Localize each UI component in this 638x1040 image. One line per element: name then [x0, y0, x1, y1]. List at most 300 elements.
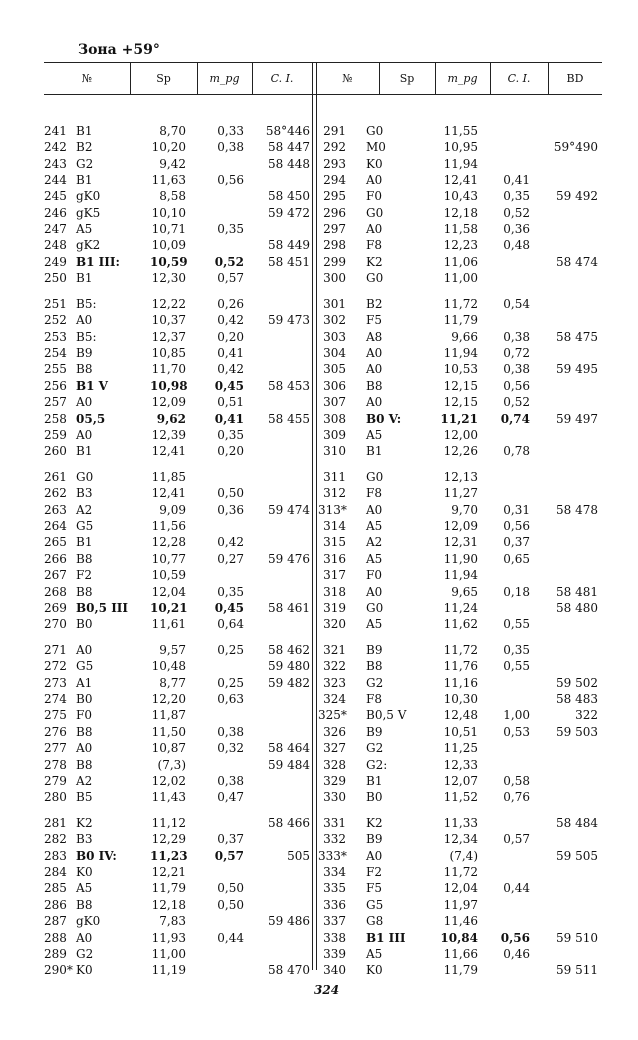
- left-magnitude: (7,3): [157, 757, 186, 772]
- right-spectral-class: G0: [366, 600, 384, 615]
- right-star-number: 291: [323, 124, 346, 138]
- left-magnitude: 12,22: [151, 297, 186, 311]
- right-star-number: 300: [323, 271, 346, 286]
- right-bd-number: 59 511: [556, 963, 598, 978]
- right-spectral-class: F0: [366, 568, 382, 583]
- right-magnitude: 12,07: [443, 773, 478, 788]
- left-spectral-class: A2: [76, 502, 93, 517]
- left-star-number: 286: [44, 897, 67, 912]
- left-star-number: 243: [44, 156, 67, 171]
- left-magnitude: 10,87: [151, 741, 186, 756]
- right-bd-number: 59 505: [556, 848, 598, 863]
- left-bd-number: 58°446: [265, 124, 310, 138]
- right-spectral-class: B9: [366, 643, 383, 657]
- right-star-number: 311: [323, 470, 346, 484]
- right-color-index: 0,53: [503, 724, 530, 739]
- left-color-index: 0,37: [217, 832, 244, 847]
- right-color-index: 0,56: [500, 930, 530, 945]
- left-magnitude: 12,30: [151, 271, 186, 286]
- left-spectral-class: gK0: [76, 189, 101, 204]
- left-star-number: 277: [44, 741, 67, 756]
- left-bd-number: 58 466: [268, 816, 310, 830]
- right-magnitude: 11,21: [440, 411, 478, 426]
- left-spectral-class: 05,5: [76, 411, 106, 426]
- left-magnitude: 11,12: [151, 816, 186, 830]
- left-color-index: 0,57: [217, 271, 244, 286]
- left-magnitude: 12,29: [151, 832, 186, 847]
- right-magnitude: 11,72: [443, 643, 478, 657]
- right-magnitude: 11,79: [443, 313, 478, 328]
- right-color-index: 0,74: [500, 411, 530, 426]
- right-magnitude: 12,15: [443, 395, 478, 410]
- left-star-number: 259: [44, 427, 67, 442]
- left-magnitude: 11,43: [151, 790, 186, 805]
- left-magnitude: 7,83: [159, 914, 186, 929]
- left-magnitude: 11,23: [150, 848, 188, 863]
- left-spectral-class: B0: [76, 617, 93, 632]
- right-magnitude: 12,23: [443, 238, 478, 253]
- right-color-index: 0,41: [503, 173, 530, 187]
- left-magnitude: 11,79: [151, 881, 186, 896]
- right-spectral-class: K0: [366, 156, 383, 171]
- left-magnitude: 10,37: [151, 313, 186, 328]
- left-star-number: 288: [44, 930, 67, 945]
- left-magnitude: 8,77: [159, 675, 186, 690]
- left-spectral-class: B0: [76, 692, 93, 707]
- right-star-number: 303: [323, 329, 346, 344]
- header-number: №: [342, 71, 353, 85]
- right-star-number: 334: [323, 865, 346, 880]
- left-spectral-class: G0: [76, 470, 94, 484]
- right-spectral-class: A0: [366, 848, 383, 863]
- right-bd-number: 322: [575, 708, 598, 723]
- header-color-index: C. I.: [270, 71, 294, 85]
- header-bottom-rule: [44, 94, 602, 95]
- left-spectral-class: K2: [76, 816, 93, 830]
- right-star-number: 317: [323, 568, 346, 583]
- left-spectral-class: A0: [76, 395, 93, 410]
- header-bd: BD: [566, 71, 584, 85]
- right-color-index: 0,38: [503, 362, 530, 377]
- right-star-number: 316: [323, 551, 346, 566]
- right-color-index: 0,65: [503, 551, 530, 566]
- left-star-number: 256: [44, 378, 67, 393]
- left-color-index: 0,35: [217, 427, 244, 442]
- left-magnitude: 9,09: [159, 502, 186, 517]
- left-spectral-class: K0: [76, 865, 93, 880]
- left-bd-number: 58 447: [268, 140, 310, 155]
- left-star-number: 257: [44, 395, 67, 410]
- left-color-index: 0,42: [217, 313, 244, 328]
- left-bd-number: 59 486: [268, 914, 310, 929]
- right-star-number: 306: [323, 378, 346, 393]
- right-magnitude: 10,95: [443, 140, 478, 155]
- left-color-index: 0,38: [217, 773, 244, 788]
- left-magnitude: 12,09: [151, 395, 186, 410]
- left-star-number: 276: [44, 724, 67, 739]
- right-spectral-class: G8: [366, 914, 384, 929]
- left-magnitude: 12,37: [151, 329, 186, 344]
- right-magnitude: 11,94: [443, 346, 478, 361]
- right-magnitude: 11,24: [443, 600, 478, 615]
- left-magnitude: 12,28: [151, 535, 186, 550]
- left-magnitude: 11,19: [151, 963, 186, 978]
- left-magnitude: 12,20: [151, 692, 186, 707]
- right-magnitude: 12,00: [443, 427, 478, 442]
- right-spectral-class: G0: [366, 205, 384, 220]
- right-magnitude: 11,72: [443, 865, 478, 880]
- right-magnitude: 10,84: [440, 930, 478, 945]
- left-bd-number: 58 449: [268, 238, 310, 253]
- right-star-number: 313*: [318, 502, 347, 517]
- left-magnitude: 10,10: [151, 205, 186, 220]
- left-bd-number: 58 464: [268, 741, 310, 756]
- right-color-index: 0,52: [503, 205, 530, 220]
- right-magnitude: 9,65: [451, 584, 478, 599]
- left-star-number: 282: [44, 832, 67, 847]
- right-star-number: 340: [323, 963, 346, 978]
- left-magnitude: 11,00: [151, 946, 186, 961]
- right-star-number: 297: [323, 222, 346, 237]
- left-magnitude: 10,85: [151, 346, 186, 361]
- page-number: 324: [314, 983, 340, 997]
- right-star-number: 332: [323, 832, 346, 847]
- left-magnitude: 11,63: [151, 173, 186, 187]
- right-magnitude: 12,33: [443, 757, 478, 772]
- right-color-index: 0,36: [503, 222, 530, 237]
- left-color-index: 0,64: [217, 617, 244, 632]
- left-color-index: 0,50: [217, 486, 244, 501]
- left-spectral-class: gK2: [76, 238, 101, 253]
- left-magnitude: 9,62: [156, 411, 186, 426]
- right-magnitude: 11,94: [443, 568, 478, 583]
- right-star-number: 337: [323, 914, 346, 929]
- right-bd-number: 59 492: [556, 189, 598, 204]
- left-magnitude: 10,71: [151, 222, 186, 237]
- zone-title: Зона +59°: [78, 42, 160, 58]
- right-magnitude: 11,27: [443, 486, 478, 501]
- left-magnitude: 8,58: [159, 189, 186, 204]
- left-color-index: 0,50: [217, 897, 244, 912]
- left-magnitude: 12,18: [151, 897, 186, 912]
- right-color-index: 0,72: [503, 346, 530, 361]
- right-color-index: 0,44: [503, 881, 530, 896]
- left-star-number: 241: [44, 124, 67, 138]
- left-color-index: 0,51: [217, 395, 244, 410]
- right-spectral-class: F5: [366, 881, 382, 896]
- left-magnitude: 11,50: [151, 724, 186, 739]
- left-magnitude: 10,77: [151, 551, 186, 566]
- right-bd-number: 59 502: [556, 675, 598, 690]
- left-star-number: 270: [44, 617, 67, 632]
- left-spectral-class: gK0: [76, 914, 101, 929]
- left-color-index: 0,42: [217, 362, 244, 377]
- right-star-number: 305: [323, 362, 346, 377]
- right-spectral-class: G0: [366, 271, 384, 286]
- left-color-index: 0,52: [214, 254, 244, 269]
- left-star-number: 274: [44, 692, 67, 707]
- left-star-number: 244: [44, 173, 67, 187]
- left-spectral-class: B3: [76, 832, 93, 847]
- left-magnitude: 10,48: [151, 659, 186, 674]
- right-spectral-class: A5: [366, 427, 383, 442]
- right-spectral-class: A0: [366, 222, 383, 237]
- header-number: №: [81, 71, 93, 85]
- right-spectral-class: B1: [366, 773, 383, 788]
- left-star-number: 280: [44, 790, 67, 805]
- right-spectral-class: A2: [366, 535, 383, 550]
- right-color-index: 0,55: [503, 617, 530, 632]
- left-magnitude: 12,41: [151, 444, 186, 459]
- left-magnitude: 10,20: [151, 140, 186, 155]
- right-bd-number: 59 495: [556, 362, 598, 377]
- left-bd-number: 59 476: [268, 551, 310, 566]
- right-spectral-class: F5: [366, 313, 382, 328]
- left-color-index: 0,44: [217, 930, 244, 945]
- right-color-index: 0,31: [503, 502, 530, 517]
- left-spectral-class: G2: [76, 156, 94, 171]
- right-spectral-class: A5: [366, 551, 383, 566]
- left-spectral-class: B1 III:: [76, 254, 120, 269]
- left-color-index: 0,47: [217, 790, 244, 805]
- left-bd-number: 58 453: [268, 378, 310, 393]
- left-star-number: 247: [44, 222, 67, 237]
- right-spectral-class: G0: [366, 470, 384, 484]
- left-bd-number: 59 484: [268, 757, 310, 772]
- right-spectral-class: M0: [366, 140, 386, 155]
- right-spectral-class: B1 III: [366, 930, 406, 945]
- right-bd-number: 58 481: [556, 584, 598, 599]
- left-color-index: 0,41: [217, 346, 244, 361]
- left-bd-number: 59 480: [268, 659, 310, 674]
- left-color-index: 0,35: [217, 222, 244, 237]
- right-star-number: 318: [323, 584, 346, 599]
- left-magnitude: 12,02: [151, 773, 186, 788]
- right-spectral-class: B9: [366, 724, 383, 739]
- right-spectral-class: K0: [366, 963, 383, 978]
- right-bd-number: 59°490: [553, 140, 598, 155]
- left-star-number: 260: [44, 444, 67, 459]
- left-spectral-class: A0: [76, 741, 93, 756]
- right-bd-number: 58 475: [556, 329, 598, 344]
- left-star-number: 268: [44, 584, 67, 599]
- right-spectral-class: F8: [366, 486, 382, 501]
- right-bd-number: 58 478: [556, 502, 598, 517]
- right-spectral-class: A5: [366, 946, 383, 961]
- left-color-index: 0,26: [217, 297, 244, 311]
- right-star-number: 304: [323, 346, 346, 361]
- right-star-number: 326: [323, 724, 346, 739]
- right-star-number: 320: [323, 617, 346, 632]
- right-star-number: 324: [323, 692, 346, 707]
- left-color-index: 0,35: [217, 584, 244, 599]
- right-spectral-class: B0,5 V: [366, 708, 407, 723]
- left-star-number: 287: [44, 914, 67, 929]
- left-star-number: 252: [44, 313, 67, 328]
- right-magnitude: 11,55: [443, 124, 478, 138]
- left-color-index: 0,20: [217, 444, 244, 459]
- right-bd-number: 58 474: [556, 254, 598, 269]
- right-magnitude: 11,16: [443, 675, 478, 690]
- right-spectral-class: G2: [366, 741, 384, 756]
- right-spectral-class: A0: [366, 395, 383, 410]
- left-star-number: 289: [44, 946, 67, 961]
- left-spectral-class: F0: [76, 708, 92, 723]
- left-spectral-class: A0: [76, 313, 93, 328]
- left-star-number: 258: [44, 411, 67, 426]
- left-star-number: 273: [44, 675, 67, 690]
- right-star-number: 329: [323, 773, 346, 788]
- left-bd-number: 58 462: [268, 643, 310, 657]
- right-bd-number: 59 497: [556, 411, 598, 426]
- left-spectral-class: B8: [76, 897, 93, 912]
- right-spectral-class: K2: [366, 816, 383, 830]
- right-color-index: 0,57: [503, 832, 530, 847]
- left-star-number: 254: [44, 346, 67, 361]
- left-star-number: 281: [44, 816, 67, 830]
- right-star-number: 292: [323, 140, 346, 155]
- right-magnitude: 11,72: [443, 297, 478, 311]
- left-magnitude: 11,93: [151, 930, 186, 945]
- right-spectral-class: A0: [366, 502, 383, 517]
- left-spectral-class: B1: [76, 173, 93, 187]
- left-magnitude: 10,09: [151, 238, 186, 253]
- right-bd-number: 58 480: [556, 600, 598, 615]
- left-spectral-class: B0,5 III: [76, 600, 129, 615]
- right-magnitude: 11,33: [443, 816, 478, 830]
- left-star-number: 261: [44, 470, 67, 484]
- right-color-index: 0,37: [503, 535, 530, 550]
- left-magnitude: 9,42: [159, 156, 186, 171]
- left-star-number: 264: [44, 519, 67, 534]
- right-spectral-class: B8: [366, 378, 383, 393]
- right-spectral-class: A0: [366, 584, 383, 599]
- right-star-number: 319: [323, 600, 346, 615]
- left-bd-number: 58 470: [268, 963, 310, 978]
- left-color-index: 0,20: [217, 329, 244, 344]
- left-spectral-class: A2: [76, 773, 93, 788]
- left-color-index: 0,63: [217, 692, 244, 707]
- left-star-number: 278: [44, 757, 67, 772]
- left-star-number: 285: [44, 881, 67, 896]
- right-magnitude: 11,46: [443, 914, 478, 929]
- right-magnitude: 10,43: [443, 189, 478, 204]
- left-spectral-class: B1: [76, 124, 93, 138]
- right-magnitude: 11,06: [443, 254, 478, 269]
- right-star-number: 338: [323, 930, 346, 945]
- left-star-number: 290*: [44, 963, 73, 978]
- right-magnitude: 11,52: [443, 790, 478, 805]
- right-spectral-class: A0: [366, 362, 383, 377]
- right-color-index: 0,54: [503, 297, 530, 311]
- left-magnitude: 11,70: [151, 362, 186, 377]
- left-bd-number: 505: [287, 848, 310, 863]
- right-star-number: 298: [323, 238, 346, 253]
- right-magnitude: 11,62: [443, 617, 478, 632]
- left-magnitude: 8,70: [159, 124, 186, 138]
- right-color-index: 0,56: [503, 378, 530, 393]
- right-spectral-class: A8: [366, 329, 383, 344]
- left-star-number: 267: [44, 568, 67, 583]
- right-star-number: 302: [323, 313, 346, 328]
- right-star-number: 331: [323, 816, 346, 830]
- left-bd-number: 59 473: [268, 313, 310, 328]
- left-spectral-class: F2: [76, 568, 92, 583]
- header-magnitude: m_pg: [209, 71, 240, 85]
- right-magnitude: 12,15: [443, 378, 478, 393]
- right-magnitude: 12,18: [443, 205, 478, 220]
- left-spectral-class: B5: [76, 790, 93, 805]
- left-color-index: 0,50: [217, 881, 244, 896]
- left-spectral-class: B1: [76, 444, 93, 459]
- right-magnitude: 10,30: [443, 692, 478, 707]
- left-spectral-class: B3: [76, 486, 93, 501]
- left-spectral-class: A5: [76, 881, 93, 896]
- left-color-index: 0,38: [217, 724, 244, 739]
- right-magnitude: 11,97: [443, 897, 478, 912]
- left-spectral-class: gK5: [76, 205, 101, 220]
- left-magnitude: 11,87: [151, 708, 186, 723]
- right-color-index: 0,52: [503, 395, 530, 410]
- right-spectral-class: B8: [366, 659, 383, 674]
- left-spectral-class: B8: [76, 757, 93, 772]
- left-star-number: 284: [44, 865, 67, 880]
- left-spectral-class: B1: [76, 271, 93, 286]
- left-magnitude: 10,59: [150, 254, 188, 269]
- left-bd-number: 59 482: [268, 675, 310, 690]
- right-color-index: 0,35: [503, 643, 530, 657]
- right-star-number: 322: [323, 659, 346, 674]
- right-magnitude: 10,53: [443, 362, 478, 377]
- right-star-number: 296: [323, 205, 346, 220]
- left-color-index: 0,32: [217, 741, 244, 756]
- right-magnitude: 12,13: [443, 470, 478, 484]
- right-magnitude: 11,79: [443, 963, 478, 978]
- left-star-number: 246: [44, 205, 67, 220]
- right-star-number: 336: [323, 897, 346, 912]
- left-bd-number: 58 451: [268, 254, 310, 269]
- left-spectral-class: G5: [76, 519, 94, 534]
- right-color-index: 0,38: [503, 329, 530, 344]
- left-magnitude: 10,21: [150, 600, 188, 615]
- left-spectral-class: B5:: [76, 297, 97, 311]
- left-spectral-class: A1: [76, 675, 93, 690]
- left-star-number: 242: [44, 140, 67, 155]
- right-bd-number: 59 503: [556, 724, 598, 739]
- right-star-number: 327: [323, 741, 346, 756]
- right-spectral-class: F2: [366, 865, 382, 880]
- left-spectral-class: A0: [76, 930, 93, 945]
- right-magnitude: 12,09: [443, 519, 478, 534]
- right-magnitude: 12,34: [443, 832, 478, 847]
- right-spectral-class: B0 V:: [366, 411, 402, 426]
- right-star-number: 307: [323, 395, 346, 410]
- right-spectral-class: G2:: [366, 757, 388, 772]
- left-spectral-class: K0: [76, 963, 93, 978]
- left-color-index: 0,45: [214, 600, 244, 615]
- left-spectral-class: B1 V: [76, 378, 108, 393]
- right-magnitude: 9,66: [451, 329, 478, 344]
- right-color-index: 0,18: [503, 584, 530, 599]
- left-star-number: 265: [44, 535, 67, 550]
- right-star-number: 330: [323, 790, 346, 805]
- right-star-number: 333*: [318, 848, 347, 863]
- right-color-index: 0,35: [503, 189, 530, 204]
- right-star-number: 293: [323, 156, 346, 171]
- right-magnitude: 9,70: [451, 502, 478, 517]
- left-star-number: 275: [44, 708, 67, 723]
- left-color-index: 0,27: [217, 551, 244, 566]
